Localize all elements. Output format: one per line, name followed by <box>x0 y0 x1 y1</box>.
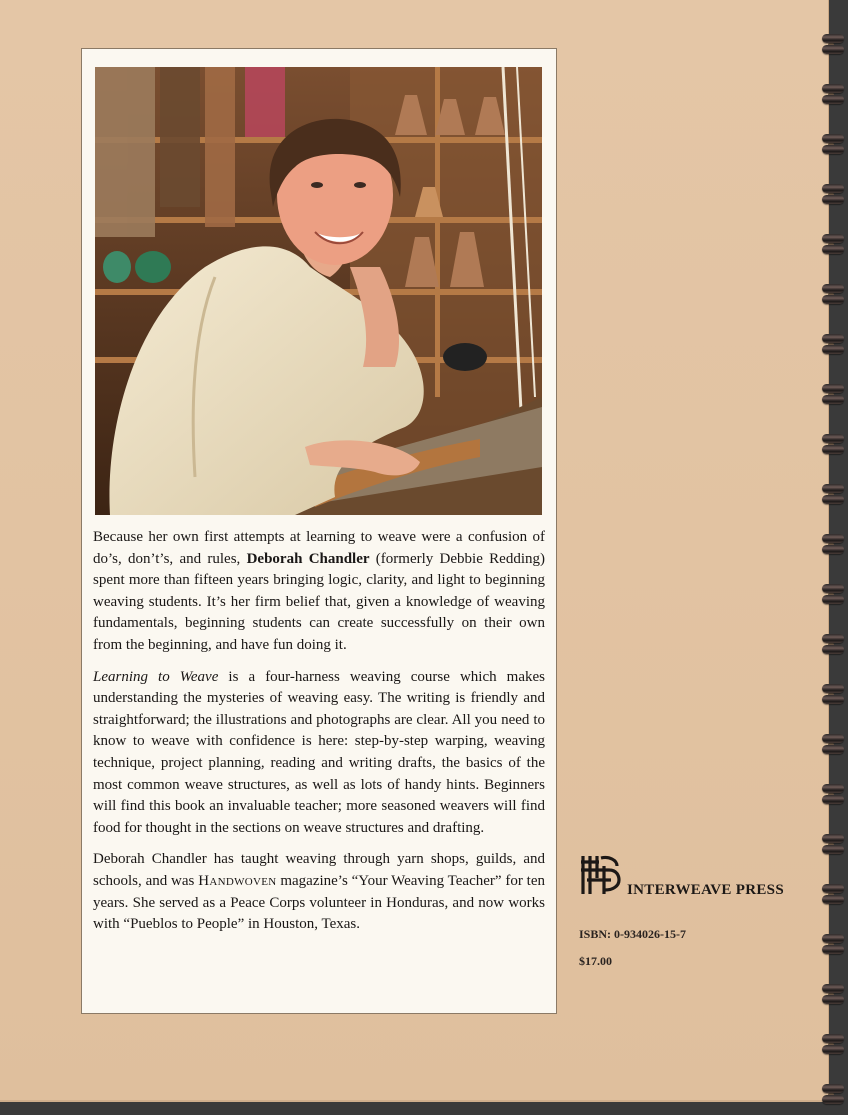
binding-coil <box>822 584 844 593</box>
binding-coil <box>822 784 844 793</box>
binding-coil <box>822 95 844 104</box>
binding-coil <box>822 484 844 493</box>
p1-intro: Because her own first attempts at learning to weave were a confusion of do’s, don’t’s, and rules, <box>93 529 545 567</box>
p1-rest: (formerly Debbie Redding) spent more than fifteen years bringing logic, clarity, and light to beginning weaving students. It’s her firm belief that, given a knowledge of weaving fundamentals, beginning students can create successfully on their own from the beginning, and have fun doing it. <box>93 550 545 653</box>
publisher-block <box>579 852 809 898</box>
binding-coil <box>822 34 844 43</box>
binding-coil <box>822 645 844 654</box>
binding-coil <box>822 734 844 743</box>
spiral-binding <box>818 0 848 1100</box>
binding-coil <box>822 545 844 554</box>
content-panel <box>81 48 557 1014</box>
binding-coil <box>822 895 844 904</box>
description-paragraph-3 <box>93 849 545 935</box>
book-title: Learning to Weave <box>93 668 219 685</box>
binding-coil <box>822 1045 844 1054</box>
author-photo-illustration <box>95 67 542 515</box>
publisher-name: INTERWEAVE PRESS <box>627 882 784 898</box>
author-name: Deborah Chandler <box>246 550 370 567</box>
binding-coil <box>822 845 844 854</box>
binding-coil <box>822 134 844 143</box>
binding-coil <box>822 695 844 704</box>
binding-coil <box>822 84 844 93</box>
binding-coil <box>822 195 844 204</box>
binding-coil <box>822 384 844 393</box>
binding-coil <box>822 745 844 754</box>
binding-coil <box>822 1084 844 1093</box>
binding-coil <box>822 395 844 404</box>
binding-coil <box>822 295 844 304</box>
binding-coil <box>822 495 844 504</box>
binding-coil <box>822 45 844 54</box>
binding-coil <box>822 595 844 604</box>
p2-rest: is a four-harness weaving course which makes understanding the mysteries of weaving easy. The writing is friendly and straightforward; the illustrations and photographs are clear. All you need to know to weave with confidence is here: step-by-step warping, weaving technique, project planning, reading and writing drafts, the basics of the most common weave structures, as well as lots of handy hints. Beginners will find this book an invaluable teacher; more seasoned weavers will find food for thought in the sections on weave structures and drafting. <box>93 668 546 836</box>
binding-coil <box>822 345 844 354</box>
binding-coil <box>822 684 844 693</box>
binding-coil <box>822 245 844 254</box>
binding-coil <box>822 434 844 443</box>
binding-coil <box>822 834 844 843</box>
book-description <box>93 527 545 946</box>
description-paragraph-1 <box>93 527 545 657</box>
binding-coil <box>822 234 844 243</box>
interweave-logo-icon <box>579 852 621 898</box>
isbn-number: ISBN: 0-934026-15-7 <box>579 927 686 941</box>
binding-coil <box>822 795 844 804</box>
binding-coil <box>822 984 844 993</box>
binding-coil <box>822 945 844 954</box>
binding-coil <box>822 634 844 643</box>
binding-coil <box>822 445 844 454</box>
binding-coil <box>822 534 844 543</box>
description-paragraph-2 <box>93 667 545 840</box>
binding-coil <box>822 1095 844 1104</box>
price-label: $17.00 <box>579 954 612 968</box>
binding-coil <box>822 884 844 893</box>
author-photo <box>95 67 542 515</box>
binding-coil <box>822 184 844 193</box>
binding-coil <box>822 284 844 293</box>
magazine-name: Handwoven <box>198 872 277 889</box>
binding-coil <box>822 1034 844 1043</box>
p3-rest: magazine’s “Your Weaving Teacher” for ten years. She served as a Peace Corps volunteer in Honduras, and now works with “Pueblos to People” in Houston, Texas. <box>93 872 545 933</box>
binding-coil <box>822 334 844 343</box>
binding-coil <box>822 145 844 154</box>
binding-coil <box>822 934 844 943</box>
p3-intro: Deborah Chandler has taught weaving through yarn shops, guilds, and schools, and was <box>93 851 545 889</box>
binding-coil <box>822 995 844 1004</box>
